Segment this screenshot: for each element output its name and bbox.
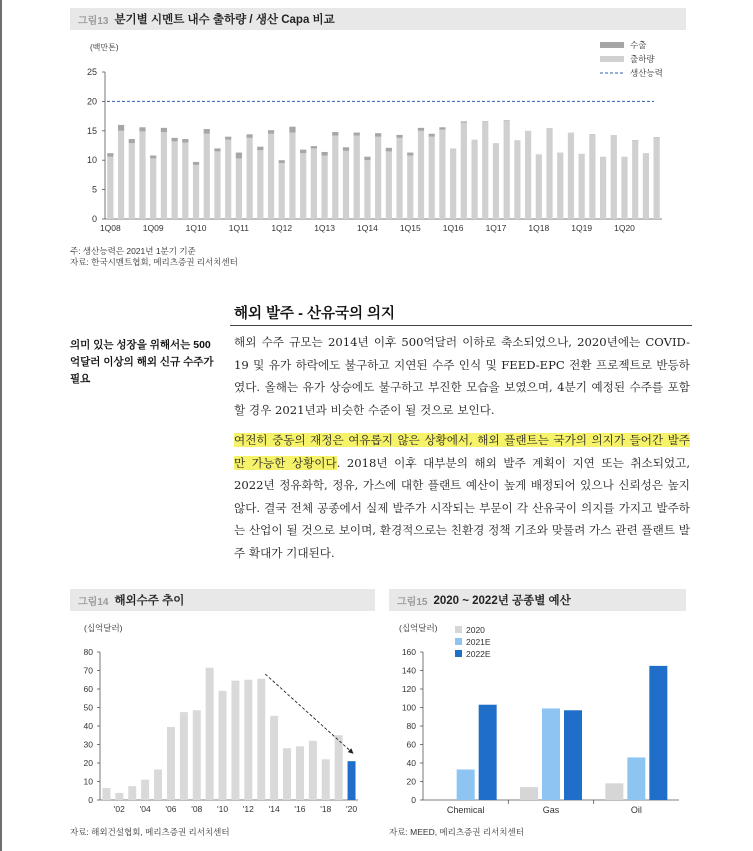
- fig15-bar-2020: [520, 787, 538, 800]
- fig15-legend-swatch: [455, 638, 462, 645]
- fig14-ytick-label: 70: [83, 665, 93, 676]
- fig14-bar: [257, 679, 265, 800]
- fig13-bar-shipment: [407, 155, 413, 219]
- fig13-bar-export: [354, 133, 360, 136]
- fig14-bar: [167, 727, 175, 800]
- fig13-bar-shipment: [396, 138, 402, 219]
- fig13-bar-export: [289, 127, 295, 133]
- fig15-legend-swatch: [455, 626, 462, 633]
- fig14-xtick-label: '18: [320, 804, 332, 814]
- fig13-bar-shipment: [536, 154, 542, 219]
- fig14-bar: [206, 668, 214, 800]
- fig13-bar-shipment: [557, 153, 563, 219]
- fig14-ytick-label: 60: [83, 684, 93, 694]
- fig13-bar-shipment: [300, 153, 306, 219]
- fig14-ytick-label: 20: [83, 758, 93, 768]
- fig14-unit-label: (십억달러): [84, 623, 123, 633]
- fig14-ytick-label: 30: [83, 739, 93, 750]
- fig13-bar-export: [418, 128, 424, 131]
- fig13-bar-export: [268, 130, 274, 134]
- fig13-bar-shipment: [546, 129, 552, 219]
- fig13-bar-export: [107, 153, 113, 157]
- fig14-bar: [309, 741, 317, 800]
- fig13-bar-shipment: [289, 133, 295, 219]
- fig14-ytick-label: 50: [83, 702, 93, 713]
- fig13-bar-export: [654, 137, 660, 138]
- fig13-bar-export: [150, 155, 156, 158]
- fig14-xtick-label: '14: [268, 804, 280, 814]
- fig13-bar-export: [139, 127, 145, 131]
- fig13-bar-shipment: [643, 153, 649, 219]
- fig15-xtick-label: Oil: [630, 805, 642, 815]
- fig13-number: 그림13: [78, 15, 109, 27]
- fig15-ytick-label: 60: [406, 739, 416, 750]
- fig14-title: 해외수주 추이: [114, 595, 185, 607]
- fig14-bar: [154, 769, 162, 800]
- fig15-legend-label: 2020: [466, 625, 485, 635]
- fig13-bar-shipment: [129, 143, 135, 219]
- fig14-bar: [102, 788, 110, 800]
- fig13-legend-swatch-export: [600, 42, 624, 48]
- fig13-bar-export: [461, 121, 467, 122]
- fig13-bar-shipment: [589, 135, 595, 219]
- fig13-source: 자료: 한국시멘트협회, 메리츠증권 리서치센터: [70, 257, 238, 267]
- fig14-xtick-label: '02: [113, 804, 125, 814]
- fig13-xtick-label: 1Q11: [228, 223, 249, 233]
- fig15-bar-2021e: [627, 757, 645, 800]
- fig13-bar-export: [407, 153, 413, 156]
- fig13-ytick-label: 15: [86, 125, 97, 136]
- fig15-number: 그림15: [397, 596, 428, 608]
- fig15-ytick-label: 120: [401, 684, 416, 694]
- fig13-bar-shipment: [364, 160, 370, 219]
- fig14-bar: [270, 716, 278, 800]
- fig13-bar-shipment: [600, 157, 606, 219]
- fig15-title: 2020 ~ 2022년 공종별 예산: [433, 595, 571, 607]
- fig13-bar-shipment: [471, 140, 477, 219]
- fig13-bar-shipment: [268, 134, 274, 219]
- highlighted-text: 여전히 중동의 재정은 여유롭지 않은 상황에서, 해외 플랜트는 국가의 의지가 들어간 발주만 가능한 상황이다: [234, 433, 690, 470]
- fig13-xtick-label: 1Q09: [142, 223, 164, 233]
- fig13-legend-export: 수출: [630, 40, 647, 50]
- fig14-ytick-label: 10: [83, 776, 93, 787]
- fig13-bar-shipment: [621, 157, 627, 219]
- fig13-xtick-label: 1Q15: [399, 223, 421, 233]
- fig14-bar: [193, 710, 201, 800]
- fig13-ytick-label: 0: [91, 214, 97, 224]
- section-title: 해외 발주 - 산유국의 의지: [234, 306, 396, 322]
- fig13-bar-export: [429, 134, 435, 137]
- fig13-bar-shipment: [343, 151, 349, 219]
- fig15-ytick-label: 20: [406, 776, 416, 787]
- fig13-header: [70, 8, 686, 30]
- fig14-xtick-label: '16: [294, 804, 306, 814]
- fig14-xtick-label: '08: [191, 804, 203, 814]
- fig13-bar-shipment: [182, 143, 188, 219]
- fig14-chart: [70, 618, 380, 818]
- fig13-unit-label: (백만톤): [90, 43, 119, 52]
- fig13-bar-shipment: [450, 148, 456, 219]
- fig13-bar-export: [364, 157, 370, 161]
- fig15-header: [389, 589, 686, 611]
- fig13-xtick-label: 1Q18: [528, 223, 550, 233]
- fig14-header: [70, 589, 375, 611]
- fig13-bar-export: [204, 129, 210, 134]
- fig14-bar: [115, 793, 123, 800]
- fig14-bar: [180, 712, 188, 800]
- fig13-bar-shipment: [150, 158, 156, 219]
- fig15-legend-label: 2021E: [466, 637, 491, 647]
- fig14-xtick-label: '04: [139, 804, 151, 814]
- fig14-bar: [283, 748, 291, 800]
- fig14-bar: [231, 681, 239, 800]
- fig13-bar-export: [439, 127, 445, 129]
- fig13-bar-export: [246, 134, 252, 138]
- fig15-xtick-label: Gas: [542, 805, 560, 815]
- fig15-chart: [389, 618, 689, 818]
- fig15-ytick-label: 80: [406, 721, 416, 731]
- fig13-bar-shipment: [375, 137, 381, 219]
- side-note: 의미 있는 성장을 위해서는 500억달러 이상의 해외 신규 수주가 필요: [70, 339, 214, 385]
- fig13-bar-shipment: [654, 138, 660, 219]
- fig13-ytick-label: 5: [91, 184, 97, 195]
- paragraph-1: 해외 수주 규모는 2014년 이후 500억달러 이하로 축소되었으나, 2020년에는 COVID-19 및 유가 하락에도 불구하고 지연된 수주 인식 및 FEED-EPC 전환 프로젝트로 반등하였다. 올해는 유가 상승에도 불구하고 부진한 모습을 보였으며, 4분기 예정된 수주를 포함할 경우 2021년과 비슷한 수준이 될 것으로 보인다.: [234, 335, 690, 417]
- fig15-ytick-label: 40: [406, 758, 416, 768]
- fig14-bar: [128, 786, 136, 800]
- fig13-bar-shipment: [461, 123, 467, 219]
- fig13-bar-export: [611, 136, 617, 137]
- fig13-legend-shipment: 출하량: [630, 54, 655, 64]
- fig13-bar-export: [129, 139, 135, 143]
- fig13-bar-shipment: [514, 140, 520, 219]
- fig13-xtick-label: 1Q08: [99, 223, 121, 233]
- fig14-ytick-label: 0: [88, 795, 93, 805]
- fig15-bar-2020: [605, 783, 623, 800]
- fig13-xtick-label: 1Q19: [571, 223, 593, 233]
- fig13-note: 주: 생산능력은 2021년 1분기 기준: [70, 246, 196, 256]
- fig13-xtick-label: 1Q10: [185, 223, 207, 233]
- fig14-bar-latest: [348, 761, 356, 800]
- fig13-bar-export: [321, 152, 327, 156]
- fig13-bar-shipment: [525, 131, 531, 219]
- fig14-xtick-label: '06: [165, 804, 177, 814]
- fig13-ytick-label: 10: [86, 155, 97, 166]
- fig13-bar-export: [332, 132, 338, 136]
- fig13-bar-shipment: [204, 134, 210, 219]
- fig14-bar: [296, 746, 304, 800]
- fig13-bar-shipment: [429, 137, 435, 219]
- fig13-bar-export: [589, 134, 595, 135]
- fig13-bar-export: [396, 135, 402, 138]
- fig13-bar-export: [118, 125, 124, 131]
- fig13-bar-shipment: [493, 143, 499, 219]
- fig14-xtick-label: '10: [217, 804, 229, 814]
- fig13-bar-shipment: [225, 140, 231, 219]
- fig13-bar-export: [161, 128, 167, 132]
- fig13-chart: [70, 36, 686, 242]
- fig13-bar-shipment: [236, 158, 242, 219]
- fig13-bar-shipment: [172, 141, 178, 219]
- fig15-legend-swatch: [455, 650, 462, 657]
- fig15-ytick-label: 0: [411, 795, 416, 805]
- fig13-ytick-label: 20: [86, 96, 97, 107]
- fig14-bar: [244, 680, 252, 800]
- fig13-xtick-label: 1Q20: [614, 223, 635, 233]
- fig13-bar-shipment: [118, 131, 124, 219]
- fig13-bar-shipment: [568, 133, 574, 219]
- fig15-bar-2021e: [457, 769, 475, 800]
- fig13-bar-export: [311, 146, 317, 148]
- fig14-bar: [141, 780, 149, 800]
- fig13-bar-export: [300, 150, 306, 154]
- fig13-xtick-label: 1Q13: [314, 223, 335, 233]
- fig13-bar-shipment: [386, 151, 392, 219]
- fig13-bar-export: [193, 162, 199, 165]
- fig13-bar-shipment: [632, 141, 638, 219]
- fig13-bar-shipment: [214, 151, 220, 219]
- fig14-source: 자료: 해외건설협회, 메리츠증권 리서치센터: [70, 827, 230, 837]
- fig13-bar-export: [182, 139, 188, 143]
- fig13-bar-shipment: [611, 136, 617, 219]
- fig14-xtick-label: '12: [242, 804, 254, 814]
- fig13-bar-shipment: [332, 136, 338, 219]
- fig13-bar-shipment: [107, 157, 113, 219]
- fig15-legend-label: 2022E: [466, 649, 491, 659]
- fig13-title: 분기별 시멘트 내수 출하량 / 생산 Capa 비교: [114, 14, 335, 26]
- fig13-xtick-label: 1Q17: [485, 223, 507, 233]
- fig13-bar-export: [632, 140, 638, 141]
- fig13-bar-shipment: [246, 138, 252, 219]
- fig13-bar-export: [546, 128, 552, 129]
- fig13-bar-export: [343, 147, 349, 151]
- fig15-source: 자료: MEED, 메리츠증권 리서치센터: [389, 827, 524, 837]
- fig13-bar-shipment: [161, 132, 167, 219]
- fig13-bar-export: [214, 148, 220, 151]
- fig14-ytick-label: 40: [83, 721, 93, 731]
- fig13-bar-export: [172, 138, 178, 142]
- fig13-bar-export: [225, 137, 231, 140]
- fig14-bar: [219, 691, 227, 800]
- fig15-ytick-label: 140: [401, 665, 416, 676]
- paragraph-2: [234, 429, 690, 564]
- fig13-bar-shipment: [311, 148, 317, 219]
- fig13-bar-shipment: [139, 131, 145, 219]
- fig14-bar: [322, 759, 330, 800]
- paragraph-2-rest: . 2018년 이후 대부분의 해외 발주 계획이 지연 또는 취소되었고, 2022년 정유화학, 정유, 가스에 대한 플랜트 예산이 높게 배정되어 있으나 신뢰성은 높지 않다. 결국 전체 공종에서 실제 발주가 시작되는 부문이 각 산유국이 의지를 가지고 발주하는 산업이 될 것으로 보이며, 환경적으로는 친환경 정책 기조와 맞물려 가스 관련 플랜트 발주 확대가 기대된다.: [234, 455, 691, 560]
- fig13-bar-export: [386, 148, 392, 152]
- fig13-bar-shipment: [579, 154, 585, 219]
- fig13-legend-swatch-shipment: [600, 56, 624, 62]
- fig13-bar-export: [279, 160, 285, 163]
- fig13-bar-export: [482, 121, 488, 122]
- fig13-ytick-label: 25: [86, 67, 97, 77]
- fig14-xtick-label: '20: [346, 804, 358, 814]
- fig15-ytick-label: 160: [401, 647, 416, 657]
- fig13-bar-export: [257, 147, 263, 151]
- fig15-ytick-label: 100: [401, 702, 416, 713]
- fig13-xtick-label: 1Q14: [357, 223, 378, 233]
- fig14-ytick-label: 80: [83, 647, 93, 657]
- fig15-unit-label: (십억달러): [399, 623, 438, 633]
- fig15-xtick-label: Chemical: [446, 805, 485, 815]
- fig13-bar-export: [236, 153, 242, 159]
- fig15-bar-2022e: [564, 710, 582, 800]
- fig13-bar-shipment: [257, 150, 263, 219]
- fig15-bar-2022e: [479, 705, 497, 800]
- fig14-bar: [335, 735, 343, 800]
- fig13-bar-shipment: [482, 122, 488, 219]
- fig13-bar-shipment: [279, 163, 285, 219]
- fig13-legend-capacity: 생산능력: [630, 68, 663, 78]
- fig13-bar-shipment: [439, 130, 445, 219]
- fig13-bar-shipment: [193, 165, 199, 219]
- fig14-number: 그림14: [78, 596, 109, 608]
- fig13-bar-export: [504, 120, 510, 121]
- fig13-bar-export: [375, 133, 381, 137]
- fig13-bar-shipment: [418, 131, 424, 219]
- section-divider: [230, 325, 692, 326]
- fig13-bar-shipment: [321, 155, 327, 219]
- page-border: [0, 0, 2, 851]
- fig13-bar-shipment: [504, 121, 510, 219]
- fig13-xtick-label: 1Q12: [271, 223, 293, 233]
- fig13-bar-shipment: [354, 136, 360, 219]
- fig15-bar-2021e: [542, 708, 560, 800]
- fig13-xtick-label: 1Q16: [442, 223, 464, 233]
- fig15-bar-2022e: [649, 666, 667, 800]
